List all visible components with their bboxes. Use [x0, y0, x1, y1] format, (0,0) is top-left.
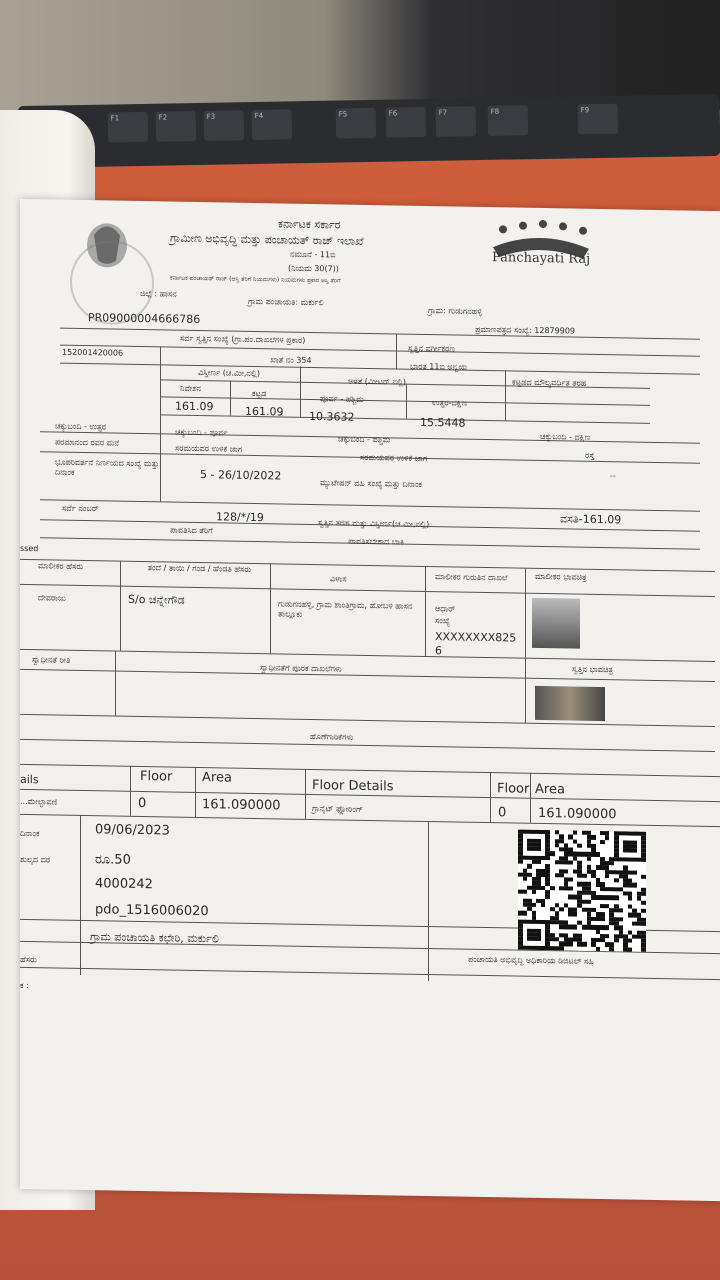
- id-number-label: ಸಂಖ್ಯೆ: [435, 616, 451, 626]
- property-number-label: ಸರ್ವ ಸ್ವತ್ತಿನ ಸಂಖ್ಯೆ (ಗ್ರಾ.ಪಂ.ದಾಖಲೆಗಳ ಪ್ರಕಾರ): [180, 333, 306, 345]
- tax-paid-label: ಪಾವತಿಸಿದ ತೆರಿಗೆ: [170, 525, 213, 536]
- building-label: ಕಟ್ಟಡ: [252, 388, 267, 399]
- qr-module: [605, 925, 610, 929]
- qr-module: [628, 896, 633, 900]
- market-value-header: ಕಟ್ಟಡದ ಮೌಲ್ಯವರ್ಧಿತ ತರಹ: [512, 377, 587, 388]
- dept-title: ಗ್ರಾಮೀಣ ಅಭಿವೃದ್ಧಿ ಮತ್ತು ಪಂಚಾಯತ್ ರಾಜ್ ಇಲಾಖೆ: [170, 231, 364, 248]
- qr-module: [527, 864, 532, 868]
- form-number: ನಮೂನೆ - 11ಬಿ: [290, 249, 336, 260]
- owner-name: ದೇವರಾಜು: [38, 593, 66, 603]
- key-f1: F1: [108, 112, 149, 143]
- form-subtitle: ಕರ್ನಾಟಕ ಪಂಚಾಯತ್ ರಾಜ್ (ಆಸ್ತಿ ತೆರಿಗೆ ನಿಯಮಗಳು) ನಿಯಮಗಳು ಪ್ರಕಾರ ಆಸ್ತಿ ತೆರಿಗೆ: [170, 274, 341, 285]
- qr-module: [614, 896, 619, 900]
- qr-module: [619, 917, 624, 921]
- district: ಜಿಲ್ಲೆ : ಹಾಸನ: [140, 288, 177, 299]
- key-f4: F4: [252, 109, 293, 140]
- north-south-label: ಉತ್ತರ-ದಕ್ಷಿಣ: [432, 398, 468, 408]
- survey-label: ಸರ್ವೆ ನಂಬರ್: [62, 503, 99, 514]
- receipt-number: 4000242: [95, 876, 153, 893]
- name-label: ಹೆಸರು: [20, 954, 37, 965]
- qr-module: [550, 852, 555, 856]
- qr-module: [564, 869, 569, 873]
- floor-details-header: Floor Details: [312, 777, 394, 795]
- qr-module: [536, 847, 541, 851]
- qr-module: [568, 878, 573, 882]
- qr-module: [587, 856, 592, 860]
- qr-module: [641, 900, 646, 904]
- mutation-label: ಮ್ಯುಟೇಷನ್ ವಹಿ ಸಂಖ್ಯೆ ಮತ್ತು ದಿನಾಂಕ: [320, 478, 423, 489]
- qr-module: [582, 942, 587, 946]
- khata-number: ಖಾತೆ ನಂ 354: [270, 355, 312, 365]
- qr-module: [541, 903, 546, 907]
- qr-module: [641, 947, 646, 951]
- east-boundary-label: ಚಕ್ಕುಬಂದಿ - ಪೂರ್ವ: [175, 427, 228, 438]
- id-proof-header: ಮಾಲೀಕರ ಗುರುತಿನ ದಾಖಲೆ: [435, 572, 508, 583]
- west-boundary: ಸರಮಯವರ ಉಳಿಕೆ ಜಾಗ: [360, 452, 428, 464]
- north-boundary-label: ಚಕ್ಕುಬಂದಿ - ಉತ್ತರ: [55, 421, 107, 432]
- background-wall: [0, 0, 720, 110]
- east-boundary: ಸರಮಯವರ ಉಳಿಕೆ ಜಾಗ: [175, 443, 243, 454]
- area-header-2: Area: [535, 781, 565, 798]
- qr-module: [609, 947, 614, 951]
- qr-module: [628, 947, 633, 951]
- floor-2-level: 0: [498, 805, 507, 821]
- key-f8: F8: [488, 105, 529, 136]
- key-f5: F5: [336, 108, 377, 139]
- qr-module: [518, 860, 523, 864]
- qr-module: [628, 939, 633, 943]
- dimensions-header: ಅಳತೆ (ಮೀಟರ್ ನಲ್ಲಿ): [348, 376, 406, 387]
- qr-module: [582, 874, 587, 878]
- qr-module: [596, 947, 601, 951]
- qr-module: [600, 917, 605, 921]
- east-west-length: 10.3632: [309, 409, 355, 424]
- gram-panchayat: ಗ್ರಾಮ ಪಂಚಾಯತಿ: ಮರ್ಕುಲಿ: [248, 296, 324, 308]
- floor-header-2: Floor: [497, 781, 530, 797]
- qr-module: [568, 942, 573, 946]
- qr-module: [536, 937, 541, 941]
- floor-1-area: 161.090000: [202, 797, 281, 814]
- digital-signature-label: ಪಂಚಾಯತಿ ಅಭಿವೃದ್ಧಿ ಅಧಿಕಾರಿಯ ಡಿಜಿಟಲ್ ಸಹಿ: [468, 954, 594, 966]
- floor-details-left-header: ails: [20, 772, 39, 787]
- qr-module: [591, 835, 596, 839]
- approval-value: 5 - 26/10/2022: [200, 468, 282, 483]
- id-number: XXXXXXXX825: [435, 630, 517, 645]
- acquisition-mode-label: ಸ್ವಾಧೀನತೆ ರೀತಿ: [32, 655, 71, 665]
- area-header-1: Area: [202, 770, 232, 786]
- qr-module: [587, 899, 592, 903]
- fee-amount: ರೂ.50: [95, 852, 131, 868]
- qr-module: [614, 938, 619, 942]
- property-number: 152001420006: [62, 347, 124, 358]
- tax-due-label: ಪಾವತಿಸಬೇಕಾದ ಬಾಕಿ: [348, 536, 404, 547]
- owner-name-header: ಮಾಲೀಕರ ಹೆಸರು: [38, 561, 84, 571]
- key-f6: F6: [386, 107, 427, 138]
- qr-module: [523, 911, 528, 915]
- floor-2-name: ಗ್ರಾನೈಟ್ ಫ್ಲೋರಿಂಗ್: [312, 803, 363, 814]
- qr-module: [545, 856, 550, 860]
- qr-module: [559, 946, 564, 950]
- floor-2-area: 161.090000: [538, 805, 617, 823]
- signature-label: ಕ :: [20, 980, 29, 991]
- office-name: ಗ್ರಾಮ ಪಂಚಾಯತಿ ಕಛೇರಿ, ಮರ್ಕುಲಿ: [90, 930, 219, 946]
- panchayati-raj-logo-icon: [485, 217, 595, 279]
- date-label: ದಿನಾಂಕ: [20, 828, 40, 839]
- east-west-label: ಪೂರ್ವ - ಪಶ್ಚಿಮ: [320, 394, 364, 404]
- qr-module: [609, 861, 614, 865]
- assessed-label: ssed: [20, 543, 39, 554]
- qr-module: [559, 907, 564, 911]
- village: ಗ್ರಾಮ: ಗುಡುಗನಹಳ್ಳಿ: [428, 306, 483, 316]
- qr-module: [641, 922, 646, 926]
- qr-module: [619, 908, 624, 912]
- qr-module: [523, 877, 528, 881]
- key-f9: F9: [578, 104, 619, 135]
- pdo-user: pdo_1516006020: [95, 902, 209, 920]
- property-certificate: [20, 199, 720, 1201]
- survey-number: 128/*/19: [216, 510, 264, 525]
- building-area: 161.09: [245, 404, 284, 419]
- qr-module: [577, 843, 582, 847]
- qr-module: [568, 860, 573, 864]
- qr-module: [605, 835, 610, 839]
- qr-module: [532, 903, 537, 907]
- qr-module: [600, 840, 605, 844]
- rule-number: (ನಿಯಮ 30(7)): [288, 263, 339, 274]
- fee-label: ಶುಲ್ಕದ ದರ: [20, 854, 50, 865]
- north-boundary: ಪರಮಾನಂದ ರವರ ಮನೆ: [55, 437, 120, 448]
- key-f7: F7: [436, 106, 477, 137]
- property-type-label: ಸ್ವತ್ತಿನ ತರಹ ಮತ್ತು ವಿಸ್ತೀರ್ಣ(ಚ.ಮೀ,ನಲ್ಲಿ): [318, 518, 430, 530]
- north-south-length: 15.5448: [420, 415, 466, 430]
- qr-module: [532, 890, 537, 894]
- qr-module: [605, 874, 610, 878]
- key-f3: F3: [204, 110, 245, 141]
- qr-module: [614, 878, 619, 882]
- qr-module: [545, 894, 550, 898]
- qr-module: [632, 870, 637, 874]
- qr-module: [523, 890, 528, 894]
- certificate-number: ಪ್ರಮಾಣಪತ್ರದ ಸಂಖ್ಯೆ: 12879909: [475, 324, 575, 336]
- owner-photo: [532, 598, 580, 649]
- qr-module: [550, 886, 555, 890]
- property-id: PR09000004666786: [88, 311, 201, 327]
- property-class: ಭಾರತ 11ಬಿ ಅನ್ವಯ: [410, 361, 468, 372]
- id-type: ಆಧಾರ್: [435, 604, 456, 614]
- qr-module: [573, 831, 578, 835]
- issue-date: 09/06/2023: [95, 822, 170, 839]
- qr-module: [573, 925, 578, 929]
- address-header: ವಿಳಾಸ: [330, 574, 347, 584]
- site-label: ನಿವೇಶನ: [180, 383, 202, 394]
- qr-module: [641, 909, 646, 913]
- relation-header: ತಂದೆ / ತಾಯಿ / ಗಂಡ / ಹೆಂಡತಿ ಹೆಸರು: [147, 563, 252, 574]
- qr-module: [568, 886, 573, 890]
- floor-header-1: Floor: [140, 768, 173, 785]
- south-boundary: ರಸ್ತೆ: [585, 450, 595, 460]
- keyboard: [18, 94, 720, 168]
- area-header: ವಿಸ್ತೀರ್ಣ (ಚ.ಮೀ,ನಲ್ಲಿ): [198, 367, 260, 379]
- site-area: 161.09: [175, 399, 214, 414]
- property-photo: [535, 686, 605, 721]
- south-boundary-label: ಚಕ್ಕುಬಂದಿ - ದಕ್ಷಿಣ: [540, 431, 591, 442]
- acquisition-docs-label: ಸ್ವಾಧೀನತೆಗೆ ಪೂರಕ ದಾಖಲೆಗಳು: [260, 663, 342, 674]
- floor-1-level: 0: [138, 795, 147, 812]
- qr-module: [573, 912, 578, 916]
- qr-module: [632, 883, 637, 887]
- approval-label: ಭೂಪರಿವರ್ತನೆ ನಿರ್ಣಯದ ಸಂಖ್ಯೆ ಮತ್ತು ದಿನಾಂಕ: [55, 457, 159, 477]
- property-photo-label: ಸ್ವತ್ತಿನ ಭಾವಚಿತ್ರ: [572, 664, 613, 675]
- property-class-label: ಸ್ವತ್ತಿನ ವರ್ಗೀಕರಣ: [408, 343, 456, 354]
- qr-module: [641, 892, 646, 896]
- qr-module: [536, 860, 541, 864]
- property-type: ವಸತಿ-161.09: [560, 512, 622, 527]
- govt-title: ಕರ್ನಾಟಕ ಸರ್ಕಾರ: [278, 217, 341, 232]
- qr-module: [641, 857, 646, 861]
- id-number-suffix: 6: [435, 644, 442, 658]
- owner-photo-header: ಮಾಲೀಕರ ಭಾವಚಿತ್ರ: [535, 571, 587, 582]
- logo-text: Panchayati Raj: [492, 250, 591, 267]
- empty-dash: --: [610, 471, 616, 481]
- liabilities-label: ಹೊಣೆಗಾರಿಕೆಗಳು: [310, 731, 354, 742]
- qr-module: [641, 875, 646, 879]
- relation-name: S/o ಚನ್ನೇಗೌಡ: [128, 592, 185, 607]
- west-boundary-label: ಚಕ್ಕುಬಂದಿ - ಪಶ್ಚಿಮ: [338, 434, 391, 445]
- qr-module: [605, 934, 610, 938]
- key-f2: F2: [156, 111, 197, 142]
- floor-1-name: ...ಮೇಲ್ಛಾವಣಿ: [20, 796, 58, 807]
- qr-module: [632, 849, 637, 853]
- owner-address: ಗುಡುಗನಹಳ್ಳಿ, ಗ್ರಾಮ ಶಾಂತಿಗ್ರಾಮ, ಹೋಬಳಿ ಹಾಸನ ತಾಲ್ಲೂಕು: [278, 599, 413, 619]
- qr-code-icon: [518, 830, 646, 952]
